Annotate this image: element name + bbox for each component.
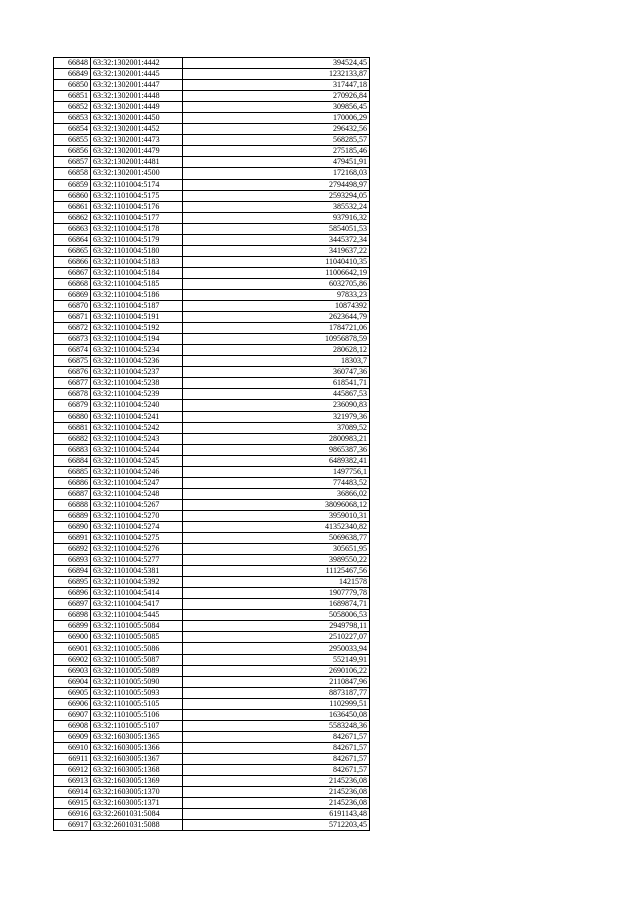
table-row: [54, 422, 370, 433]
table-row: [54, 179, 370, 190]
table-row: [54, 466, 370, 477]
cadastral-value-cell: 305651,95: [183, 544, 370, 555]
cadastral-value-cell: 2593294,05: [183, 190, 370, 201]
cadastral-number-cell: 63:32:1101004:5237: [91, 367, 183, 378]
cadastral-number-cell: 63:32:1603005:1368: [91, 765, 183, 776]
cadastral-number-cell: 63:32:1603005:1367: [91, 753, 183, 764]
cadastral-value-cell: 2110847,96: [183, 676, 370, 687]
row-number-cell: 66901: [54, 643, 91, 654]
cadastral-number-cell: 63:32:1101004:5194: [91, 334, 183, 345]
cadastral-value-cell: 11006642,19: [183, 267, 370, 278]
row-number-cell: 66891: [54, 533, 91, 544]
cadastral-number-cell: 63:32:1603005:1366: [91, 742, 183, 753]
table-row: [54, 753, 370, 764]
row-number-cell: 66903: [54, 665, 91, 676]
cadastral-value-cell: 1102999,51: [183, 698, 370, 709]
cadastral-value-cell: 11125467,56: [183, 566, 370, 577]
cadastral-number-cell: 63:32:1101004:5248: [91, 488, 183, 499]
table-row: [54, 157, 370, 168]
cadastral-value-cell: 5712203,45: [183, 820, 370, 831]
row-number-cell: 66894: [54, 566, 91, 577]
table-row: [54, 787, 370, 798]
row-number-cell: 66882: [54, 433, 91, 444]
cadastral-value-cell: 296432,56: [183, 124, 370, 135]
cadastral-number-cell: 63:32:1101004:5192: [91, 323, 183, 334]
row-number-cell: 66874: [54, 345, 91, 356]
cadastral-value-cell: 2145236,08: [183, 787, 370, 798]
cadastral-number-cell: 63:32:1302001:4473: [91, 135, 183, 146]
row-number-cell: 66896: [54, 588, 91, 599]
row-number-cell: 66879: [54, 400, 91, 411]
table-body: [54, 58, 370, 831]
table-row: [54, 765, 370, 776]
cadastral-number-cell: 63:32:1302001:4445: [91, 69, 183, 80]
table-row: [54, 477, 370, 488]
cadastral-value-cell: 552149,91: [183, 654, 370, 665]
row-number-cell: 66872: [54, 323, 91, 334]
cadastral-value-cell: 8873187,77: [183, 687, 370, 698]
table-row: [54, 555, 370, 566]
table-row: [54, 58, 370, 69]
cadastral-number-cell: 63:32:1101004:5175: [91, 190, 183, 201]
cadastral-number-cell: 63:32:1101004:5187: [91, 301, 183, 312]
table-row: [54, 720, 370, 731]
cadastral-number-cell: 63:32:1101004:5191: [91, 312, 183, 323]
row-number-cell: 66865: [54, 245, 91, 256]
row-number-cell: 66897: [54, 599, 91, 610]
cadastral-value-cell: 309856,45: [183, 102, 370, 113]
table-row: [54, 687, 370, 698]
row-number-cell: 66899: [54, 621, 91, 632]
table-row: [54, 312, 370, 323]
row-number-cell: 66906: [54, 698, 91, 709]
cadastral-number-cell: 63:32:1101004:5414: [91, 588, 183, 599]
row-number-cell: 66870: [54, 301, 91, 312]
cadastral-value-cell: 236090,83: [183, 400, 370, 411]
table-row: [54, 201, 370, 212]
row-number-cell: 66887: [54, 488, 91, 499]
table-row: [54, 433, 370, 444]
row-number-cell: 66866: [54, 256, 91, 267]
row-number-cell: 66852: [54, 102, 91, 113]
row-number-cell: 66902: [54, 654, 91, 665]
table-row: [54, 168, 370, 179]
row-number-cell: 66895: [54, 577, 91, 588]
row-number-cell: 66889: [54, 510, 91, 521]
row-number-cell: 66913: [54, 776, 91, 787]
table-row: [54, 488, 370, 499]
table-row: [54, 301, 370, 312]
table-row: [54, 146, 370, 157]
cadastral-value-cell: 842671,57: [183, 742, 370, 753]
row-number-cell: 66875: [54, 356, 91, 367]
row-number-cell: 66850: [54, 80, 91, 91]
cadastral-number-cell: 63:32:1101004:5445: [91, 610, 183, 621]
cadastral-value-cell: 275185,46: [183, 146, 370, 157]
row-number-cell: 66905: [54, 687, 91, 698]
row-number-cell: 66881: [54, 422, 91, 433]
cadastral-value-cell: 2145236,08: [183, 776, 370, 787]
cadastral-number-cell: 63:32:1101004:5234: [91, 345, 183, 356]
cadastral-number-cell: 63:32:1603005:1370: [91, 787, 183, 798]
cadastral-number-cell: 63:32:1101004:5270: [91, 510, 183, 521]
row-number-cell: 66880: [54, 411, 91, 422]
cadastral-number-cell: 63:32:2601031:5084: [91, 809, 183, 820]
row-number-cell: 66849: [54, 69, 91, 80]
cadastral-value-cell: 1636450,08: [183, 709, 370, 720]
table-row: [54, 278, 370, 289]
cadastral-value-cell: 2950033,94: [183, 643, 370, 654]
cadastral-value-cell: 5058006,53: [183, 610, 370, 621]
table-row: [54, 223, 370, 234]
table-row: [54, 212, 370, 223]
row-number-cell: 66883: [54, 444, 91, 455]
row-number-cell: 66916: [54, 809, 91, 820]
table-row: [54, 698, 370, 709]
cadastral-value-cell: 1232133,87: [183, 69, 370, 80]
table-row: [54, 124, 370, 135]
table-row: [54, 256, 370, 267]
cadastral-value-cell: 10956878,59: [183, 334, 370, 345]
table-row: [54, 621, 370, 632]
table-row: [54, 709, 370, 720]
cadastral-value-cell: 385532,24: [183, 201, 370, 212]
table-row: [54, 267, 370, 278]
table-row: [54, 544, 370, 555]
cadastral-number-cell: 63:32:1302001:4450: [91, 113, 183, 124]
cadastral-number-cell: 63:32:1101004:5183: [91, 256, 183, 267]
cadastral-value-cell: 842671,57: [183, 765, 370, 776]
table-row: [54, 566, 370, 577]
cadastral-value-cell: 2794498,97: [183, 179, 370, 190]
cadastral-number-cell: 63:32:1101004:5241: [91, 411, 183, 422]
cadastral-value-cell: 1907779,78: [183, 588, 370, 599]
table-row: [54, 676, 370, 687]
table-row: [54, 599, 370, 610]
cadastral-number-cell: 63:32:1101004:5244: [91, 444, 183, 455]
row-number-cell: 66910: [54, 742, 91, 753]
table-row: [54, 135, 370, 146]
table-row: [54, 820, 370, 831]
row-number-cell: 66907: [54, 709, 91, 720]
cadastral-number-cell: 63:32:1302001:4452: [91, 124, 183, 135]
cadastral-number-cell: 63:32:2601031:5088: [91, 820, 183, 831]
cadastral-number-cell: 63:32:1101005:5093: [91, 687, 183, 698]
cadastral-value-cell: 394524,45: [183, 58, 370, 69]
table-row: [54, 69, 370, 80]
cadastral-number-cell: 63:32:1101004:5276: [91, 544, 183, 555]
table-row: [54, 378, 370, 389]
cadastral-number-cell: 63:32:1101004:5274: [91, 521, 183, 532]
cadastral-number-cell: 63:32:1101005:5087: [91, 654, 183, 665]
cadastral-number-cell: 63:32:1101004:5180: [91, 245, 183, 256]
cadastral-number-cell: 63:32:1101005:5090: [91, 676, 183, 687]
cadastral-number-cell: 63:32:1603005:1365: [91, 731, 183, 742]
row-number-cell: 66884: [54, 455, 91, 466]
cadastral-number-cell: 63:32:1603005:1371: [91, 798, 183, 809]
cadastral-value-cell: 5583248,36: [183, 720, 370, 731]
cadastral-value-cell: 6489382,41: [183, 455, 370, 466]
table-row: [54, 742, 370, 753]
cadastral-value-cell: 317447,18: [183, 80, 370, 91]
cadastral-number-cell: 63:32:1101005:5105: [91, 698, 183, 709]
cadastral-number-cell: 63:32:1302001:4500: [91, 168, 183, 179]
cadastral-number-cell: 63:32:1302001:4442: [91, 58, 183, 69]
cadastral-value-cell: 37089,52: [183, 422, 370, 433]
cadastral-number-cell: 63:32:1101004:5417: [91, 599, 183, 610]
cadastral-value-cell: 1784721,06: [183, 323, 370, 334]
table-row: [54, 809, 370, 820]
cadastral-value-cell: 2690106,22: [183, 665, 370, 676]
cadastral-value-cell: 5069638,77: [183, 533, 370, 544]
table-row: [54, 776, 370, 787]
row-number-cell: 66886: [54, 477, 91, 488]
cadastral-number-cell: 63:32:1101005:5085: [91, 632, 183, 643]
cadastral-number-cell: 63:32:1101004:5275: [91, 533, 183, 544]
row-number-cell: 66864: [54, 234, 91, 245]
cadastral-number-cell: 63:32:1101004:5185: [91, 278, 183, 289]
cadastral-number-cell: 63:32:1101004:5392: [91, 577, 183, 588]
cadastral-number-cell: 63:32:1603005:1369: [91, 776, 183, 787]
cadastral-number-cell: 63:32:1101004:5243: [91, 433, 183, 444]
cadastral-number-cell: 63:32:1101004:5239: [91, 389, 183, 400]
cadastral-value-cell: 11040410,35: [183, 256, 370, 267]
row-number-cell: 66858: [54, 168, 91, 179]
table-row: [54, 577, 370, 588]
table-row: [54, 113, 370, 124]
table-row: [54, 455, 370, 466]
row-number-cell: 66859: [54, 179, 91, 190]
row-number-cell: 66868: [54, 278, 91, 289]
table-row: [54, 610, 370, 621]
table-row: [54, 80, 370, 91]
row-number-cell: 66892: [54, 544, 91, 555]
row-number-cell: 66914: [54, 787, 91, 798]
cadastral-number-cell: 63:32:1302001:4479: [91, 146, 183, 157]
cadastral-value-cell: 1421578: [183, 577, 370, 588]
table-row: [54, 389, 370, 400]
cadastral-number-cell: 63:32:1101004:5184: [91, 267, 183, 278]
row-number-cell: 66848: [54, 58, 91, 69]
table-row: [54, 632, 370, 643]
cadastral-value-cell: 9865387,36: [183, 444, 370, 455]
cadastral-value-cell: 445867,53: [183, 389, 370, 400]
cadastral-number-cell: 63:32:1101005:5086: [91, 643, 183, 654]
table-row: [54, 91, 370, 102]
cadastral-value-cell: 618541,71: [183, 378, 370, 389]
table-row: [54, 367, 370, 378]
cadastral-value-cell: 360747,36: [183, 367, 370, 378]
cadastral-value-cell: 2510227,07: [183, 632, 370, 643]
row-number-cell: 66851: [54, 91, 91, 102]
row-number-cell: 66871: [54, 312, 91, 323]
cadastral-value-cell: 280628,12: [183, 345, 370, 356]
cadastral-value-cell: 842671,57: [183, 753, 370, 764]
row-number-cell: 66912: [54, 765, 91, 776]
cadastral-value-cell: 2145236,08: [183, 798, 370, 809]
cadastral-number-cell: 63:32:1101004:5277: [91, 555, 183, 566]
table-row: [54, 588, 370, 599]
cadastral-number-cell: 63:32:1302001:4447: [91, 80, 183, 91]
table-row: [54, 102, 370, 113]
row-number-cell: 66888: [54, 499, 91, 510]
cadastral-number-cell: 63:32:1302001:4449: [91, 102, 183, 113]
table-row: [54, 289, 370, 300]
row-number-cell: 66855: [54, 135, 91, 146]
table-row: [54, 521, 370, 532]
row-number-cell: 66862: [54, 212, 91, 223]
table-row: [54, 234, 370, 245]
row-number-cell: 66857: [54, 157, 91, 168]
row-number-cell: 66876: [54, 367, 91, 378]
cadastral-value-cell: 2949798,11: [183, 621, 370, 632]
row-number-cell: 66877: [54, 378, 91, 389]
cadastral-value-table: [53, 57, 370, 831]
cadastral-number-cell: 63:32:1101004:5178: [91, 223, 183, 234]
table-row: [54, 334, 370, 345]
table-row: [54, 731, 370, 742]
row-number-cell: 66890: [54, 521, 91, 532]
cadastral-value-cell: 10874392: [183, 301, 370, 312]
cadastral-number-cell: 63:32:1101004:5236: [91, 356, 183, 367]
cadastral-value-cell: 568285,57: [183, 135, 370, 146]
cadastral-number-cell: 63:32:1101004:5174: [91, 179, 183, 190]
row-number-cell: 66898: [54, 610, 91, 621]
cadastral-number-cell: 63:32:1101004:5267: [91, 499, 183, 510]
cadastral-value-cell: 774483,52: [183, 477, 370, 488]
cadastral-value-cell: 1497756,1: [183, 466, 370, 477]
row-number-cell: 66873: [54, 334, 91, 345]
row-number-cell: 66911: [54, 753, 91, 764]
table-row: [54, 798, 370, 809]
row-number-cell: 66893: [54, 555, 91, 566]
cadastral-number-cell: 63:32:1101004:5238: [91, 378, 183, 389]
row-number-cell: 66863: [54, 223, 91, 234]
cadastral-number-cell: 63:32:1101004:5179: [91, 234, 183, 245]
row-number-cell: 66856: [54, 146, 91, 157]
row-number-cell: 66853: [54, 113, 91, 124]
cadastral-value-cell: 36866,02: [183, 488, 370, 499]
cadastral-value-cell: 842671,57: [183, 731, 370, 742]
cadastral-value-cell: 3445372,34: [183, 234, 370, 245]
table-row: [54, 643, 370, 654]
cadastral-value-table-container: [53, 57, 370, 831]
table-row: [54, 323, 370, 334]
cadastral-value-cell: 172168,03: [183, 168, 370, 179]
table-row: [54, 665, 370, 676]
row-number-cell: 66861: [54, 201, 91, 212]
cadastral-number-cell: 63:32:1101004:5247: [91, 477, 183, 488]
table-row: [54, 245, 370, 256]
cadastral-value-cell: 6032705,86: [183, 278, 370, 289]
cadastral-number-cell: 63:32:1101005:5107: [91, 720, 183, 731]
cadastral-value-cell: 18303,7: [183, 356, 370, 367]
table-row: [54, 499, 370, 510]
table-row: [54, 510, 370, 521]
row-number-cell: 66885: [54, 466, 91, 477]
cadastral-number-cell: 63:32:1101004:5177: [91, 212, 183, 223]
cadastral-value-cell: 1689874,71: [183, 599, 370, 610]
row-number-cell: 66878: [54, 389, 91, 400]
table-row: [54, 356, 370, 367]
row-number-cell: 66909: [54, 731, 91, 742]
cadastral-number-cell: 63:32:1302001:4448: [91, 91, 183, 102]
row-number-cell: 66917: [54, 820, 91, 831]
cadastral-number-cell: 63:32:1101004:5186: [91, 289, 183, 300]
table-row: [54, 345, 370, 356]
cadastral-number-cell: 63:32:1101004:5176: [91, 201, 183, 212]
row-number-cell: 66900: [54, 632, 91, 643]
cadastral-number-cell: 63:32:1101005:5084: [91, 621, 183, 632]
cadastral-value-cell: 2800983,21: [183, 433, 370, 444]
row-number-cell: 66904: [54, 676, 91, 687]
cadastral-value-cell: 97833,23: [183, 289, 370, 300]
cadastral-number-cell: 63:32:1101004:5246: [91, 466, 183, 477]
cadastral-number-cell: 63:32:1101004:5240: [91, 400, 183, 411]
table-row: [54, 444, 370, 455]
row-number-cell: 66869: [54, 289, 91, 300]
cadastral-value-cell: 6191143,48: [183, 809, 370, 820]
row-number-cell: 66867: [54, 267, 91, 278]
cadastral-number-cell: 63:32:1101004:5245: [91, 455, 183, 466]
table-row: [54, 190, 370, 201]
row-number-cell: 66854: [54, 124, 91, 135]
cadastral-value-cell: 170006,29: [183, 113, 370, 124]
cadastral-value-cell: 5854051,53: [183, 223, 370, 234]
table-row: [54, 400, 370, 411]
cadastral-number-cell: 63:32:1101005:5106: [91, 709, 183, 720]
cadastral-value-cell: 270926,84: [183, 91, 370, 102]
row-number-cell: 66915: [54, 798, 91, 809]
cadastral-value-cell: 3419637,22: [183, 245, 370, 256]
row-number-cell: 66908: [54, 720, 91, 731]
table-row: [54, 533, 370, 544]
cadastral-value-cell: 3989550,22: [183, 555, 370, 566]
cadastral-value-cell: 41352340,82: [183, 521, 370, 532]
cadastral-value-cell: 937916,32: [183, 212, 370, 223]
cadastral-value-cell: 38096068,12: [183, 499, 370, 510]
cadastral-number-cell: 63:32:1101005:5089: [91, 665, 183, 676]
table-row: [54, 411, 370, 422]
row-number-cell: 66860: [54, 190, 91, 201]
table-row: [54, 654, 370, 665]
cadastral-value-cell: 2623644,79: [183, 312, 370, 323]
cadastral-value-cell: 321979,36: [183, 411, 370, 422]
cadastral-number-cell: 63:32:1101004:5242: [91, 422, 183, 433]
cadastral-number-cell: 63:32:1302001:4481: [91, 157, 183, 168]
cadastral-value-cell: 479451,91: [183, 157, 370, 168]
cadastral-value-cell: 3959010,31: [183, 510, 370, 521]
cadastral-number-cell: 63:32:1101004:5381: [91, 566, 183, 577]
